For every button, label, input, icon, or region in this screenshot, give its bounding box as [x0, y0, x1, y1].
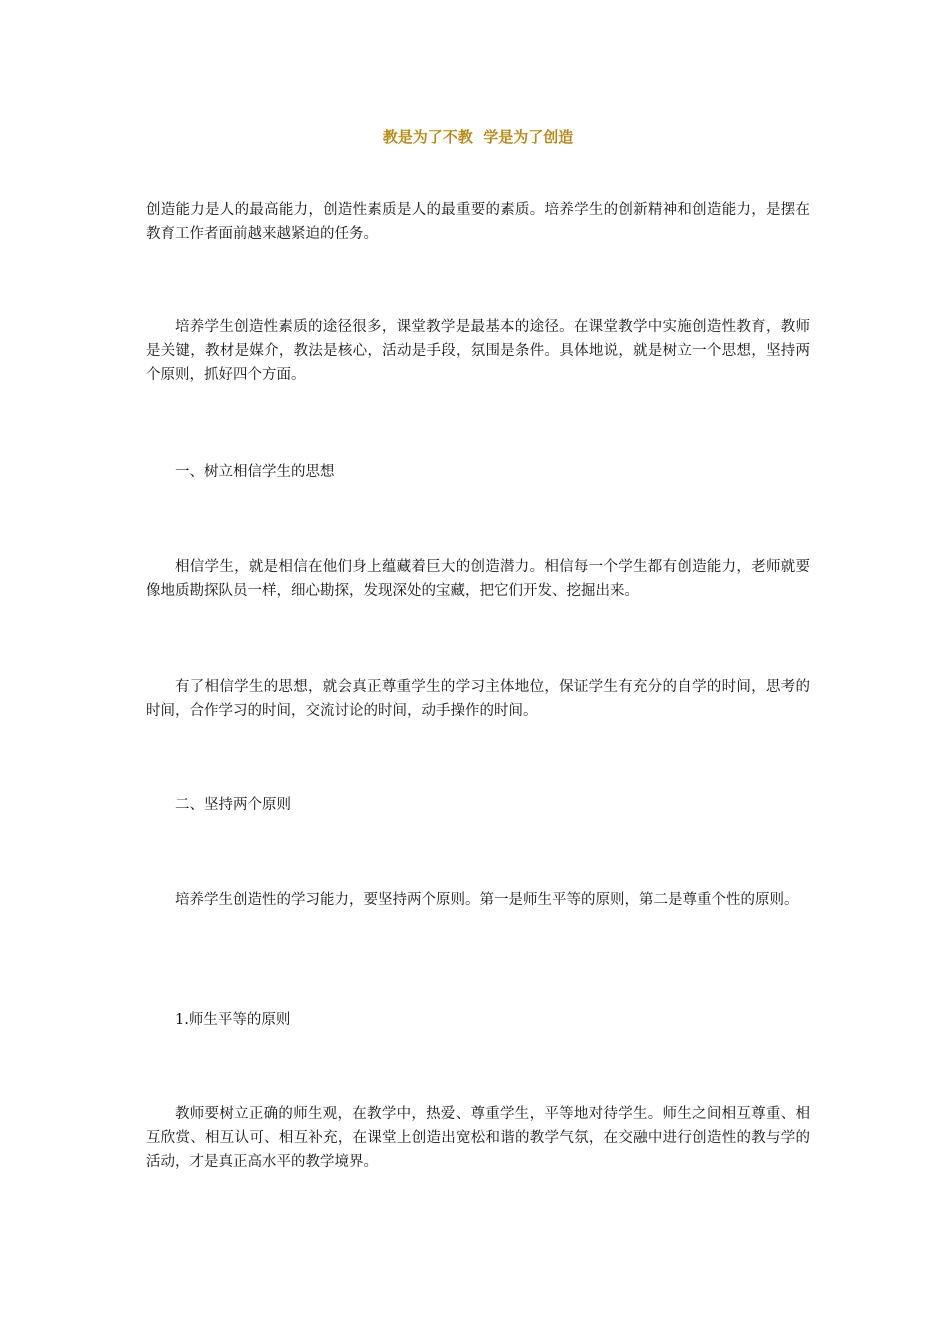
paragraph-trust-students: 相信学生，就是相信在他们身上蕴藏着巨大的创造潜力。相信每一个学生都有创造能力，老师就要像地质勘探队员一样，细心勘探，发现深处的宝藏，把它们开发、挖掘出来。 [146, 559, 810, 599]
paragraph-intro: 创造能力是人的最高能力，创造性素质是人的最重要的素质。培养学生的创新精神和创造能力，是摆在教育工作者面前越来越紧迫的任务。 [146, 202, 810, 242]
paragraph-two-principles: 培养学生创造性的学习能力，要坚持两个原则。第一是师生平等的原则，第二是尊重个性的原则。 [175, 892, 799, 908]
section-heading-2: 二、坚持两个原则 [175, 797, 291, 813]
paragraph-equality: 教师要树立正确的师生观，在教学中，热爱、尊重学生，平等地对待学生。师生之间相互尊重、相互欣赏、相互认可、相互补充，在课堂上创造出宽松和谐的教学气氛，在交融中进行创造性的教与学的活动，才是真正高水平的教学境界。 [146, 1106, 810, 1170]
subsection-heading-1: 1.师生平等的原则 [175, 1012, 291, 1028]
document-title: 教是为了不教 学是为了创造 [382, 128, 574, 146]
paragraph-respect-students: 有了相信学生的思想，就会真正尊重学生的学习主体地位，保证学生有充分的自学的时间，思考的时间，合作学习的时间，交流讨论的时间，动手操作的时间。 [146, 679, 810, 719]
section-heading-1: 一、树立相信学生的思想 [175, 464, 335, 480]
paragraph-approach: 培养学生创造性素质的途径很多，课堂教学是最基本的途径。在课堂教学中实施创造性教育，教师是关键，教材是媒介，教法是核心，活动是手段，氛围是条件。具体地说，就是树立一个思想，坚持两个原则，抓好四个方面。 [146, 319, 810, 383]
